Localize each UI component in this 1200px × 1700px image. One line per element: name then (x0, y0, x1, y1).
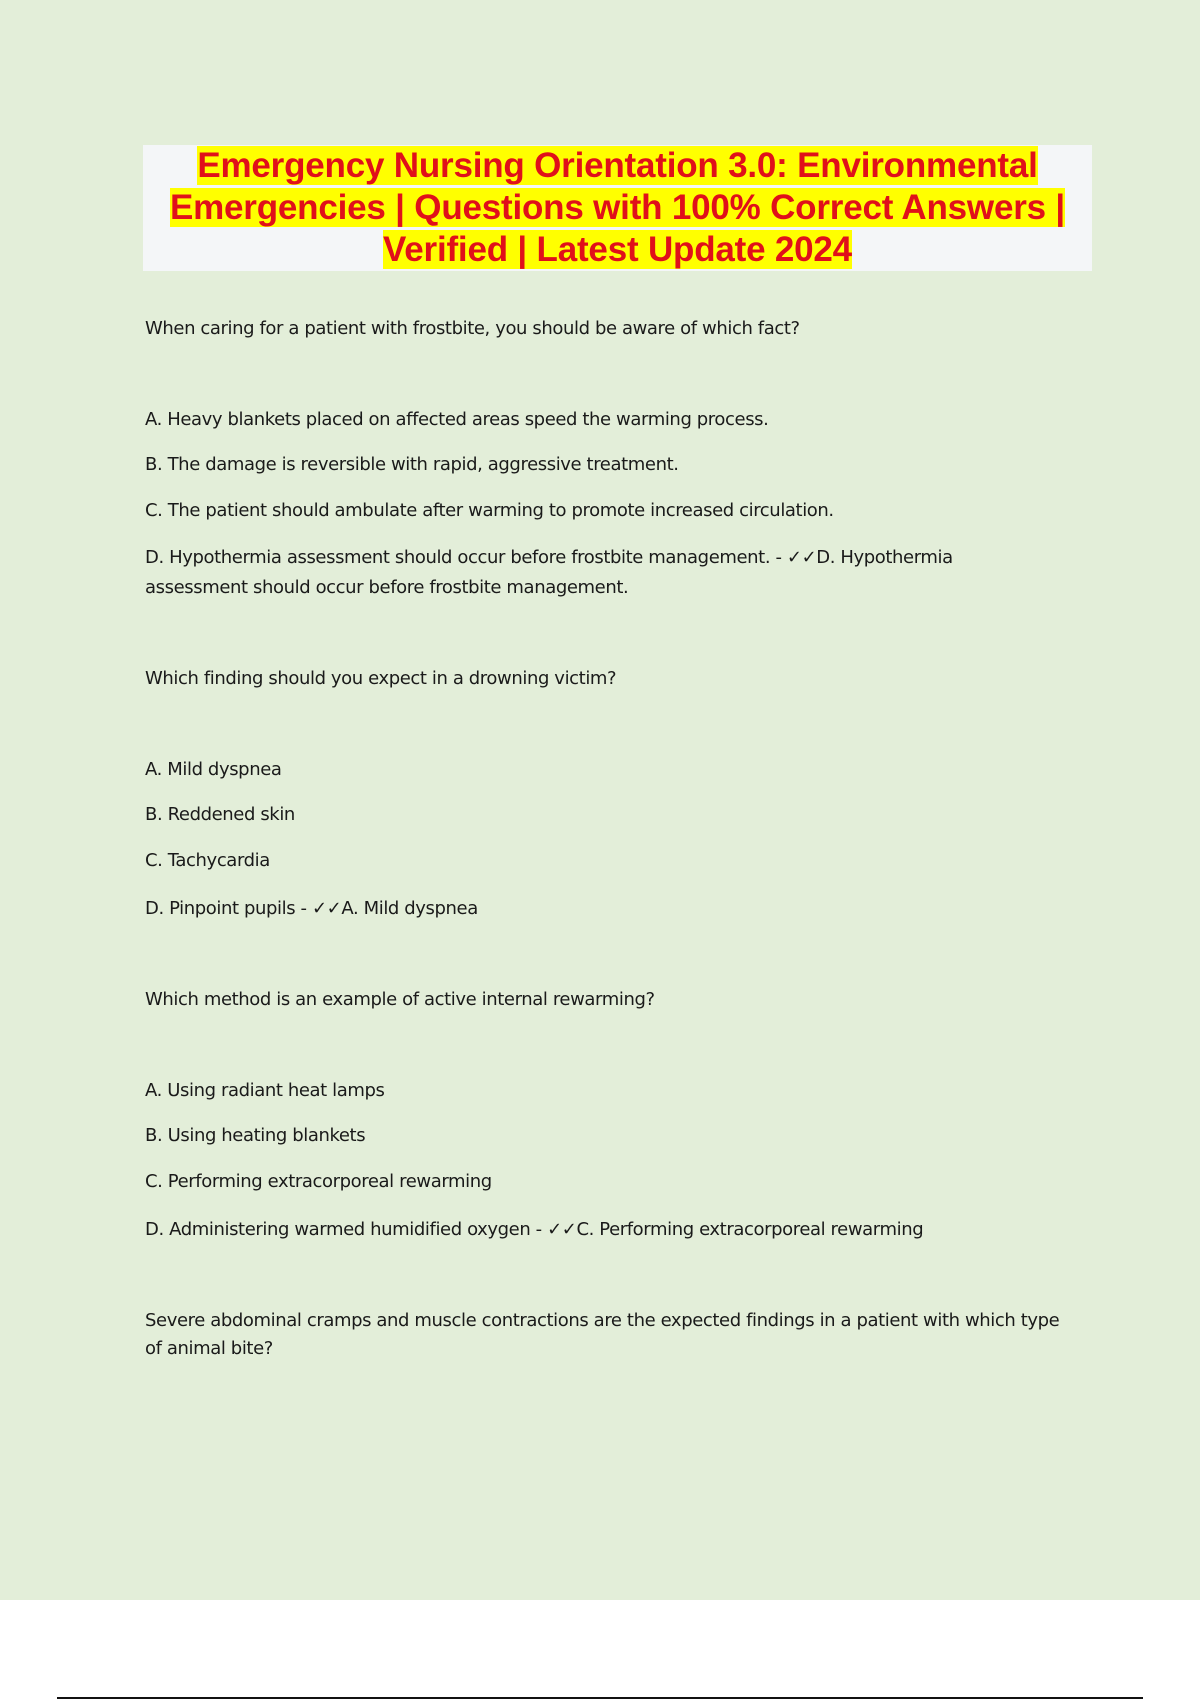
question-3-option-b: B. Using heating blankets (145, 1125, 366, 1146)
question-2-option-d-answer: D. Pinpoint pupils - ✓✓A. Mild dyspnea (145, 898, 478, 919)
question-2-text: Which finding should you expect in a drowning victim? (145, 668, 617, 689)
title-line-1: Emergency Nursing Orientation 3.0: Environmental (197, 146, 1038, 185)
question-2-option-c: C. Tachycardia (145, 850, 270, 871)
question-3-option-d-answer: D. Administering warmed humidified oxygen - ✓✓C. Performing extracorporeal rewarming (145, 1219, 924, 1240)
question-3-option-c: C. Performing extracorporeal rewarming (145, 1171, 492, 1192)
question-2-option-a: A. Mild dyspnea (145, 759, 282, 780)
question-1-answer-continued: assessment should occur before frostbite management. (145, 577, 629, 598)
question-4-text: Severe abdominal cramps and muscle contractions are the expected findings in a patient with which type (145, 1310, 1060, 1331)
title-line-3: Verified | Latest Update 2024 (383, 230, 852, 269)
title-line-2: Emergencies | Questions with 100% Correct Answers | (169, 188, 1066, 227)
footer-rule (57, 1697, 1143, 1699)
question-1-text: When caring for a patient with frostbite, you should be aware of which fact? (145, 318, 800, 339)
question-1-option-c: C. The patient should ambulate after warming to promote increased circulation. (145, 500, 834, 521)
question-1-option-d-answer: D. Hypothermia assessment should occur before frostbite management. - ✓✓D. Hypothermia (145, 547, 953, 568)
question-4-text-continued: of animal bite? (145, 1338, 273, 1359)
question-3-option-a: A. Using radiant heat lamps (145, 1080, 385, 1101)
document-title (143, 145, 1092, 271)
question-2-option-b: B. Reddened skin (145, 804, 295, 825)
question-1-option-b: B. The damage is reversible with rapid, aggressive treatment. (145, 454, 679, 475)
question-1-option-a: A. Heavy blankets placed on affected areas speed the warming process. (145, 409, 769, 430)
question-3-text: Which method is an example of active internal rewarming? (145, 989, 655, 1010)
